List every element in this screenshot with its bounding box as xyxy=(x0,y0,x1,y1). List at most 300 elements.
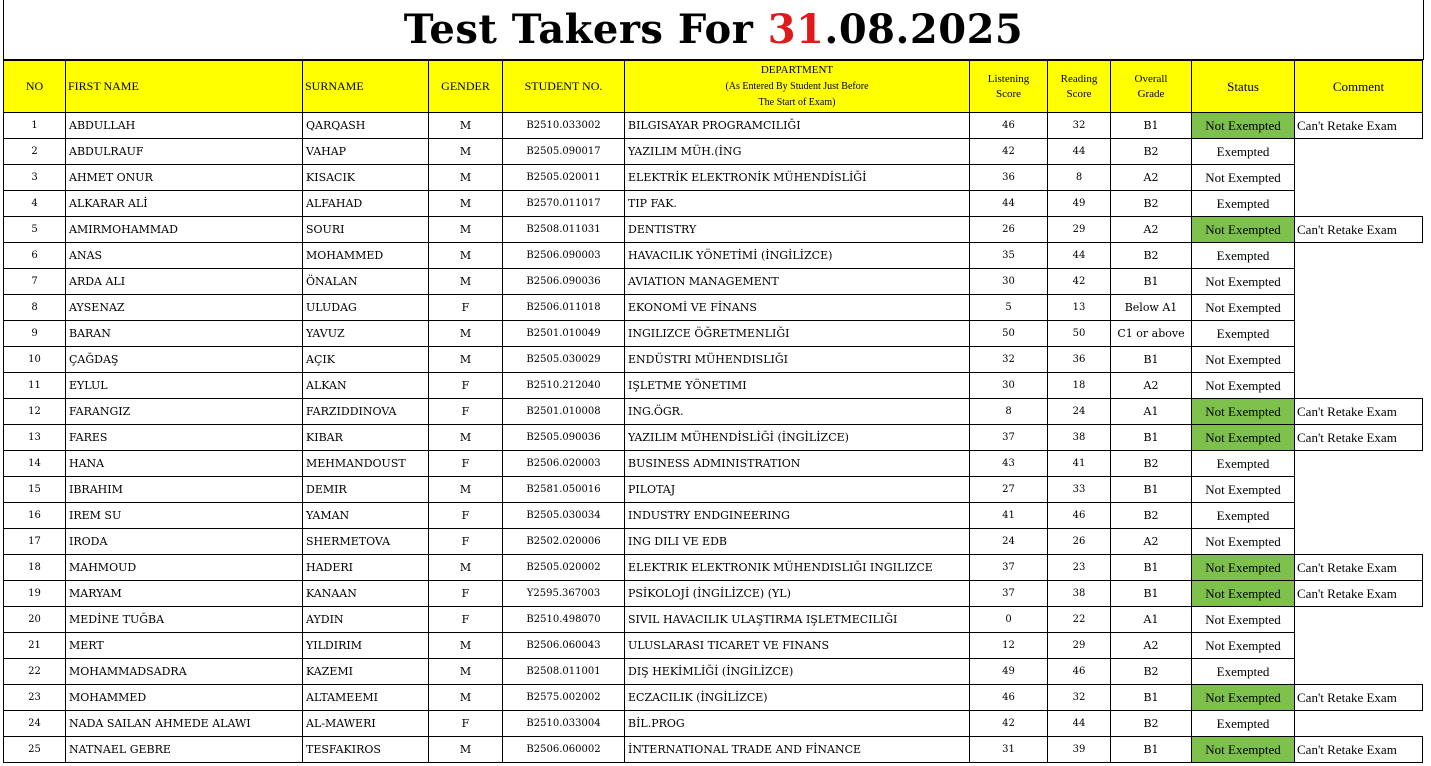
cell-no[interactable]: 17 xyxy=(4,529,66,555)
cell-department[interactable]: ELEKTRIK ELEKTRONIK MÜHENDISLIĞI INGILIZCE xyxy=(625,555,970,581)
cell-overall-grade[interactable]: B2 xyxy=(1111,243,1192,269)
cell-gender[interactable]: F xyxy=(429,607,503,633)
cell-reading-score[interactable]: 50 xyxy=(1048,321,1111,347)
cell-status[interactable]: Not Exempted xyxy=(1192,633,1295,659)
cell-overall-grade[interactable]: B1 xyxy=(1111,425,1192,451)
cell-no[interactable]: 8 xyxy=(4,295,66,321)
cell-listening-score[interactable]: 30 xyxy=(970,269,1048,295)
cell-comment[interactable] xyxy=(1295,321,1423,347)
cell-gender[interactable]: M xyxy=(429,269,503,295)
cell-reading-score[interactable]: 24 xyxy=(1048,399,1111,425)
cell-listening-score[interactable]: 30 xyxy=(970,373,1048,399)
cell-first-name[interactable]: AMIRMOHAMMAD xyxy=(66,217,303,243)
cell-first-name[interactable]: IREM SU xyxy=(66,503,303,529)
cell-comment[interactable] xyxy=(1295,191,1423,217)
cell-first-name[interactable]: BARAN xyxy=(66,321,303,347)
cell-comment[interactable]: Can't Retake Exam xyxy=(1295,685,1423,711)
cell-listening-score[interactable]: 49 xyxy=(970,659,1048,685)
table-row[interactable] xyxy=(4,243,1423,269)
cell-reading-score[interactable]: 36 xyxy=(1048,347,1111,373)
cell-reading-score[interactable]: 26 xyxy=(1048,529,1111,555)
cell-no[interactable]: 23 xyxy=(4,685,66,711)
cell-status[interactable]: Not Exempted xyxy=(1192,165,1295,191)
cell-listening-score[interactable]: 42 xyxy=(970,711,1048,737)
cell-overall-grade[interactable]: B2 xyxy=(1111,451,1192,477)
cell-department[interactable]: ULUSLARASI TICARET VE FINANS xyxy=(625,633,970,659)
cell-first-name[interactable]: NADA SAILAN AHMEDE ALAWI xyxy=(66,711,303,737)
cell-comment[interactable] xyxy=(1295,477,1423,503)
cell-first-name[interactable]: MEDİNE TUĞBA xyxy=(66,607,303,633)
cell-department[interactable]: DENTISTRY xyxy=(625,217,970,243)
cell-overall-grade[interactable]: B1 xyxy=(1111,685,1192,711)
cell-comment[interactable] xyxy=(1295,607,1423,633)
cell-overall-grade[interactable]: B2 xyxy=(1111,191,1192,217)
cell-gender[interactable]: M xyxy=(429,425,503,451)
cell-first-name[interactable]: MOHAMMED xyxy=(66,685,303,711)
cell-department[interactable]: INGILIZCE ÖĞRETMENLIĞI xyxy=(625,321,970,347)
cell-gender[interactable]: F xyxy=(429,503,503,529)
cell-listening-score[interactable]: 27 xyxy=(970,477,1048,503)
cell-student-no[interactable]: B2510.033002 xyxy=(503,113,625,139)
cell-no[interactable]: 16 xyxy=(4,503,66,529)
cell-listening-score[interactable]: 32 xyxy=(970,347,1048,373)
header-student-no[interactable]: STUDENT NO. xyxy=(503,61,625,113)
cell-status[interactable]: Not Exempted xyxy=(1192,295,1295,321)
cell-listening-score[interactable]: 31 xyxy=(970,737,1048,763)
cell-listening-score[interactable]: 46 xyxy=(970,113,1048,139)
table-row[interactable] xyxy=(4,711,1423,737)
cell-no[interactable]: 1 xyxy=(4,113,66,139)
cell-surname[interactable]: ALFAHAD xyxy=(303,191,429,217)
cell-department[interactable]: TIP FAK. xyxy=(625,191,970,217)
cell-gender[interactable]: F xyxy=(429,581,503,607)
cell-status[interactable]: Not Exempted xyxy=(1192,425,1295,451)
cell-overall-grade[interactable]: B2 xyxy=(1111,139,1192,165)
cell-listening-score[interactable]: 8 xyxy=(970,399,1048,425)
cell-status[interactable]: Exempted xyxy=(1192,321,1295,347)
cell-comment[interactable] xyxy=(1295,503,1423,529)
cell-student-no[interactable]: B2575.002002 xyxy=(503,685,625,711)
cell-no[interactable]: 9 xyxy=(4,321,66,347)
cell-no[interactable]: 11 xyxy=(4,373,66,399)
table-row[interactable] xyxy=(4,425,1423,451)
cell-comment[interactable] xyxy=(1295,529,1423,555)
table-row[interactable] xyxy=(4,685,1423,711)
cell-student-no[interactable]: B2502.020006 xyxy=(503,529,625,555)
cell-first-name[interactable]: ALKARAR ALİ xyxy=(66,191,303,217)
cell-no[interactable]: 4 xyxy=(4,191,66,217)
cell-listening-score[interactable]: 26 xyxy=(970,217,1048,243)
table-row[interactable] xyxy=(4,503,1423,529)
cell-first-name[interactable]: MARYAM xyxy=(66,581,303,607)
cell-first-name[interactable]: FARANGIZ xyxy=(66,399,303,425)
cell-gender[interactable]: M xyxy=(429,347,503,373)
cell-no[interactable]: 12 xyxy=(4,399,66,425)
header-first-name[interactable]: FIRST NAME xyxy=(66,61,303,113)
cell-overall-grade[interactable]: B2 xyxy=(1111,659,1192,685)
cell-overall-grade[interactable]: A2 xyxy=(1111,165,1192,191)
cell-no[interactable]: 14 xyxy=(4,451,66,477)
cell-department[interactable]: DIŞ HEKİMLİĞİ (İNGİLİZCE) xyxy=(625,659,970,685)
cell-listening-score[interactable]: 46 xyxy=(970,685,1048,711)
cell-department[interactable]: BUSINESS ADMINISTRATION xyxy=(625,451,970,477)
cell-department[interactable]: SIVIL HAVACILIK ULAŞTIRMA IŞLETMECILIĞI xyxy=(625,607,970,633)
header-gender[interactable]: GENDER xyxy=(429,61,503,113)
table-row[interactable] xyxy=(4,321,1423,347)
cell-first-name[interactable]: HANA xyxy=(66,451,303,477)
table-row[interactable] xyxy=(4,607,1423,633)
cell-reading-score[interactable]: 29 xyxy=(1048,633,1111,659)
cell-student-no[interactable]: B2581.050016 xyxy=(503,477,625,503)
cell-listening-score[interactable]: 37 xyxy=(970,581,1048,607)
cell-status[interactable]: Exempted xyxy=(1192,503,1295,529)
cell-status[interactable]: Not Exempted xyxy=(1192,555,1295,581)
cell-comment[interactable]: Can't Retake Exam xyxy=(1295,581,1423,607)
cell-surname[interactable]: ÖNALAN xyxy=(303,269,429,295)
table-row[interactable] xyxy=(4,737,1423,763)
cell-listening-score[interactable]: 50 xyxy=(970,321,1048,347)
cell-department[interactable]: ECZACILIK (İNGİLİZCE) xyxy=(625,685,970,711)
cell-surname[interactable]: KIBAR xyxy=(303,425,429,451)
cell-department[interactable]: YAZILIM MÜH.(İNG xyxy=(625,139,970,165)
cell-overall-grade[interactable]: B1 xyxy=(1111,477,1192,503)
cell-first-name[interactable]: IBRAHIM xyxy=(66,477,303,503)
cell-status[interactable]: Exempted xyxy=(1192,659,1295,685)
cell-no[interactable]: 22 xyxy=(4,659,66,685)
cell-status[interactable]: Not Exempted xyxy=(1192,347,1295,373)
cell-status[interactable]: Exempted xyxy=(1192,451,1295,477)
cell-department[interactable]: ELEKTRİK ELEKTRONİK MÜHENDİSLİĞİ xyxy=(625,165,970,191)
cell-surname[interactable]: ALKAN xyxy=(303,373,429,399)
cell-surname[interactable]: ALTAMEEMI xyxy=(303,685,429,711)
cell-overall-grade[interactable]: Below A1 xyxy=(1111,295,1192,321)
cell-listening-score[interactable]: 37 xyxy=(970,555,1048,581)
cell-overall-grade[interactable]: A1 xyxy=(1111,399,1192,425)
header-department[interactable] xyxy=(625,61,970,113)
table-row[interactable] xyxy=(4,347,1423,373)
cell-comment[interactable]: Can't Retake Exam xyxy=(1295,737,1423,763)
table-row[interactable] xyxy=(4,529,1423,555)
cell-no[interactable]: 19 xyxy=(4,581,66,607)
cell-department[interactable]: ING.ÖGR. xyxy=(625,399,970,425)
header-status[interactable]: Status xyxy=(1192,61,1295,113)
cell-status[interactable]: Not Exempted xyxy=(1192,477,1295,503)
cell-student-no[interactable]: B2510.212040 xyxy=(503,373,625,399)
cell-status[interactable]: Exempted xyxy=(1192,243,1295,269)
cell-listening-score[interactable]: 24 xyxy=(970,529,1048,555)
cell-comment[interactable]: Can't Retake Exam xyxy=(1295,113,1423,139)
cell-listening-score[interactable]: 42 xyxy=(970,139,1048,165)
cell-no[interactable]: 25 xyxy=(4,737,66,763)
cell-first-name[interactable]: NATNAEL GEBRE xyxy=(66,737,303,763)
cell-no[interactable]: 13 xyxy=(4,425,66,451)
table-row[interactable] xyxy=(4,555,1423,581)
cell-reading-score[interactable]: 44 xyxy=(1048,711,1111,737)
cell-gender[interactable]: M xyxy=(429,165,503,191)
cell-overall-grade[interactable]: B1 xyxy=(1111,737,1192,763)
table-row[interactable] xyxy=(4,113,1423,139)
table-row[interactable] xyxy=(4,165,1423,191)
table-row[interactable] xyxy=(4,399,1423,425)
cell-listening-score[interactable]: 5 xyxy=(970,295,1048,321)
table-row[interactable] xyxy=(4,659,1423,685)
cell-first-name[interactable]: ARDA ALI xyxy=(66,269,303,295)
cell-gender[interactable]: M xyxy=(429,321,503,347)
cell-gender[interactable]: M xyxy=(429,555,503,581)
cell-no[interactable]: 2 xyxy=(4,139,66,165)
cell-surname[interactable]: MOHAMMED xyxy=(303,243,429,269)
cell-reading-score[interactable]: 13 xyxy=(1048,295,1111,321)
cell-comment[interactable] xyxy=(1295,347,1423,373)
cell-status[interactable]: Not Exempted xyxy=(1192,607,1295,633)
cell-surname[interactable]: YAMAN xyxy=(303,503,429,529)
cell-overall-grade[interactable]: C1 or above xyxy=(1111,321,1192,347)
cell-comment[interactable] xyxy=(1295,633,1423,659)
cell-department[interactable]: INDUSTRY ENDGINEERING xyxy=(625,503,970,529)
cell-first-name[interactable]: ABDULLAH xyxy=(66,113,303,139)
cell-surname[interactable]: AÇIK xyxy=(303,347,429,373)
cell-reading-score[interactable]: 38 xyxy=(1048,581,1111,607)
cell-student-no[interactable]: B2506.060002 xyxy=(503,737,625,763)
cell-overall-grade[interactable]: B2 xyxy=(1111,711,1192,737)
cell-status[interactable]: Not Exempted xyxy=(1192,113,1295,139)
cell-no[interactable]: 5 xyxy=(4,217,66,243)
cell-gender[interactable]: M xyxy=(429,217,503,243)
cell-reading-score[interactable]: 46 xyxy=(1048,659,1111,685)
cell-listening-score[interactable]: 44 xyxy=(970,191,1048,217)
cell-no[interactable]: 15 xyxy=(4,477,66,503)
cell-no[interactable]: 7 xyxy=(4,269,66,295)
cell-student-no[interactable]: Y2595.367003 xyxy=(503,581,625,607)
header-surname[interactable]: SURNAME xyxy=(303,61,429,113)
cell-surname[interactable]: AL-MAWERI xyxy=(303,711,429,737)
cell-first-name[interactable]: AHMET ONUR xyxy=(66,165,303,191)
cell-comment[interactable]: Can't Retake Exam xyxy=(1295,399,1423,425)
cell-overall-grade[interactable]: A2 xyxy=(1111,217,1192,243)
cell-overall-grade[interactable]: A2 xyxy=(1111,633,1192,659)
cell-gender[interactable]: F xyxy=(429,529,503,555)
cell-overall-grade[interactable]: B1 xyxy=(1111,347,1192,373)
cell-comment[interactable] xyxy=(1295,451,1423,477)
table-row[interactable] xyxy=(4,633,1423,659)
cell-gender[interactable]: F xyxy=(429,399,503,425)
cell-reading-score[interactable]: 49 xyxy=(1048,191,1111,217)
table-row[interactable] xyxy=(4,139,1423,165)
cell-listening-score[interactable]: 43 xyxy=(970,451,1048,477)
cell-surname[interactable]: FARZIDDINOVA xyxy=(303,399,429,425)
cell-reading-score[interactable]: 41 xyxy=(1048,451,1111,477)
cell-listening-score[interactable]: 41 xyxy=(970,503,1048,529)
cell-gender[interactable]: F xyxy=(429,711,503,737)
cell-department[interactable]: PSİKOLOJİ (İNGİLİZCE) (YL) xyxy=(625,581,970,607)
cell-overall-grade[interactable]: B1 xyxy=(1111,113,1192,139)
cell-surname[interactable]: KANAAN xyxy=(303,581,429,607)
cell-gender[interactable]: M xyxy=(429,113,503,139)
cell-gender[interactable]: M xyxy=(429,191,503,217)
cell-reading-score[interactable]: 39 xyxy=(1048,737,1111,763)
header-overall-grade[interactable] xyxy=(1111,61,1192,113)
cell-reading-score[interactable]: 23 xyxy=(1048,555,1111,581)
cell-gender[interactable]: F xyxy=(429,451,503,477)
cell-listening-score[interactable]: 12 xyxy=(970,633,1048,659)
cell-surname[interactable]: HADERI xyxy=(303,555,429,581)
cell-first-name[interactable]: EYLUL xyxy=(66,373,303,399)
table-row[interactable] xyxy=(4,269,1423,295)
cell-student-no[interactable]: B2506.090036 xyxy=(503,269,625,295)
cell-first-name[interactable]: AYSENAZ xyxy=(66,295,303,321)
cell-first-name[interactable]: MERT xyxy=(66,633,303,659)
cell-surname[interactable]: QARQASH xyxy=(303,113,429,139)
cell-status[interactable]: Not Exempted xyxy=(1192,373,1295,399)
cell-first-name[interactable]: IRODA xyxy=(66,529,303,555)
header-reading-score[interactable] xyxy=(1048,61,1111,113)
cell-surname[interactable]: TESFAKIROS xyxy=(303,737,429,763)
cell-no[interactable]: 6 xyxy=(4,243,66,269)
cell-surname[interactable]: AYDIN xyxy=(303,607,429,633)
cell-listening-score[interactable]: 35 xyxy=(970,243,1048,269)
cell-comment[interactable]: Can't Retake Exam xyxy=(1295,425,1423,451)
cell-surname[interactable]: MEHMANDOUST xyxy=(303,451,429,477)
cell-gender[interactable]: F xyxy=(429,373,503,399)
cell-reading-score[interactable]: 33 xyxy=(1048,477,1111,503)
cell-department[interactable]: HAVACILIK YÖNETİMİ (İNGİLİZCE) xyxy=(625,243,970,269)
cell-surname[interactable]: KISACIK xyxy=(303,165,429,191)
cell-student-no[interactable]: B2505.020011 xyxy=(503,165,625,191)
cell-no[interactable]: 21 xyxy=(4,633,66,659)
cell-gender[interactable]: M xyxy=(429,633,503,659)
cell-no[interactable]: 18 xyxy=(4,555,66,581)
table-row[interactable] xyxy=(4,581,1423,607)
cell-overall-grade[interactable]: B2 xyxy=(1111,503,1192,529)
table-row[interactable] xyxy=(4,295,1423,321)
cell-student-no[interactable]: B2510.498070 xyxy=(503,607,625,633)
cell-listening-score[interactable]: 37 xyxy=(970,425,1048,451)
cell-gender[interactable]: M xyxy=(429,659,503,685)
cell-status[interactable]: Not Exempted xyxy=(1192,737,1295,763)
cell-first-name[interactable]: MOHAMMADSADRA xyxy=(66,659,303,685)
cell-status[interactable]: Not Exempted xyxy=(1192,581,1295,607)
cell-comment[interactable] xyxy=(1295,165,1423,191)
header-comment[interactable]: Comment xyxy=(1295,61,1423,113)
cell-overall-grade[interactable]: B1 xyxy=(1111,581,1192,607)
cell-no[interactable]: 3 xyxy=(4,165,66,191)
cell-comment[interactable]: Can't Retake Exam xyxy=(1295,555,1423,581)
cell-student-no[interactable]: B2501.010008 xyxy=(503,399,625,425)
cell-reading-score[interactable]: 42 xyxy=(1048,269,1111,295)
cell-comment[interactable] xyxy=(1295,269,1423,295)
cell-surname[interactable]: SHERMETOVA xyxy=(303,529,429,555)
cell-overall-grade[interactable]: A2 xyxy=(1111,373,1192,399)
cell-student-no[interactable]: B2505.020002 xyxy=(503,555,625,581)
cell-first-name[interactable]: ANAS xyxy=(66,243,303,269)
cell-listening-score[interactable]: 36 xyxy=(970,165,1048,191)
cell-department[interactable]: YAZILIM MÜHENDİSLİĞİ (İNGİLİZCE) xyxy=(625,425,970,451)
cell-reading-score[interactable]: 29 xyxy=(1048,217,1111,243)
cell-comment[interactable] xyxy=(1295,711,1423,737)
cell-surname[interactable]: DEMIR xyxy=(303,477,429,503)
cell-status[interactable]: Not Exempted xyxy=(1192,399,1295,425)
table-row[interactable] xyxy=(4,217,1423,243)
cell-student-no[interactable]: B2506.011018 xyxy=(503,295,625,321)
cell-no[interactable]: 24 xyxy=(4,711,66,737)
header-listening-score[interactable] xyxy=(970,61,1048,113)
cell-overall-grade[interactable]: A2 xyxy=(1111,529,1192,555)
cell-reading-score[interactable]: 8 xyxy=(1048,165,1111,191)
cell-reading-score[interactable]: 44 xyxy=(1048,243,1111,269)
cell-gender[interactable]: M xyxy=(429,243,503,269)
cell-status[interactable]: Not Exempted xyxy=(1192,217,1295,243)
cell-surname[interactable]: ULUDAG xyxy=(303,295,429,321)
cell-student-no[interactable]: B2508.011031 xyxy=(503,217,625,243)
cell-surname[interactable]: KAZEMI xyxy=(303,659,429,685)
cell-department[interactable]: PILOTAJ xyxy=(625,477,970,503)
cell-status[interactable]: Not Exempted xyxy=(1192,685,1295,711)
cell-no[interactable]: 20 xyxy=(4,607,66,633)
cell-no[interactable]: 10 xyxy=(4,347,66,373)
cell-status[interactable]: Not Exempted xyxy=(1192,269,1295,295)
cell-student-no[interactable]: B2506.090003 xyxy=(503,243,625,269)
cell-student-no[interactable]: B2570.011017 xyxy=(503,191,625,217)
cell-surname[interactable]: SOURI xyxy=(303,217,429,243)
cell-student-no[interactable]: B2510.033004 xyxy=(503,711,625,737)
cell-department[interactable]: BILGISAYAR PROGRAMCILIĞI xyxy=(625,113,970,139)
cell-department[interactable]: BİL.PROG xyxy=(625,711,970,737)
cell-listening-score[interactable]: 0 xyxy=(970,607,1048,633)
cell-comment[interactable] xyxy=(1295,295,1423,321)
cell-status[interactable]: Not Exempted xyxy=(1192,529,1295,555)
cell-student-no[interactable]: B2501.010049 xyxy=(503,321,625,347)
cell-first-name[interactable]: MAHMOUD xyxy=(66,555,303,581)
cell-comment[interactable] xyxy=(1295,373,1423,399)
cell-reading-score[interactable]: 18 xyxy=(1048,373,1111,399)
cell-comment[interactable]: Can't Retake Exam xyxy=(1295,217,1423,243)
cell-department[interactable]: ENDÜSTRI MÜHENDISLIĞI xyxy=(625,347,970,373)
cell-department[interactable]: AVIATION MANAGEMENT xyxy=(625,269,970,295)
cell-status[interactable]: Exempted xyxy=(1192,711,1295,737)
header-no[interactable]: NO xyxy=(4,61,66,113)
cell-first-name[interactable]: FARES xyxy=(66,425,303,451)
cell-status[interactable]: Exempted xyxy=(1192,191,1295,217)
cell-overall-grade[interactable]: B1 xyxy=(1111,269,1192,295)
cell-student-no[interactable]: B2505.030034 xyxy=(503,503,625,529)
table-row[interactable] xyxy=(4,451,1423,477)
cell-comment[interactable] xyxy=(1295,243,1423,269)
cell-reading-score[interactable]: 38 xyxy=(1048,425,1111,451)
cell-student-no[interactable]: B2505.090017 xyxy=(503,139,625,165)
cell-reading-score[interactable]: 32 xyxy=(1048,113,1111,139)
cell-gender[interactable]: F xyxy=(429,295,503,321)
cell-gender[interactable]: M xyxy=(429,139,503,165)
cell-reading-score[interactable]: 46 xyxy=(1048,503,1111,529)
cell-reading-score[interactable]: 44 xyxy=(1048,139,1111,165)
cell-student-no[interactable]: B2508.011001 xyxy=(503,659,625,685)
cell-department[interactable]: ING DILI VE EDB xyxy=(625,529,970,555)
cell-gender[interactable]: M xyxy=(429,737,503,763)
cell-first-name[interactable]: ÇAĞDAŞ xyxy=(66,347,303,373)
cell-first-name[interactable]: ABDULRAUF xyxy=(66,139,303,165)
cell-student-no[interactable]: B2506.060043 xyxy=(503,633,625,659)
table-row[interactable] xyxy=(4,477,1423,503)
cell-overall-grade[interactable]: B1 xyxy=(1111,555,1192,581)
cell-surname[interactable]: VAHAP xyxy=(303,139,429,165)
cell-department[interactable]: EKONOMİ VE FİNANS xyxy=(625,295,970,321)
cell-department[interactable]: İNTERNATIONAL TRADE AND FİNANCE xyxy=(625,737,970,763)
cell-reading-score[interactable]: 22 xyxy=(1048,607,1111,633)
table-row[interactable] xyxy=(4,191,1423,217)
cell-reading-score[interactable]: 32 xyxy=(1048,685,1111,711)
table-row[interactable] xyxy=(4,373,1423,399)
cell-overall-grade[interactable]: A1 xyxy=(1111,607,1192,633)
